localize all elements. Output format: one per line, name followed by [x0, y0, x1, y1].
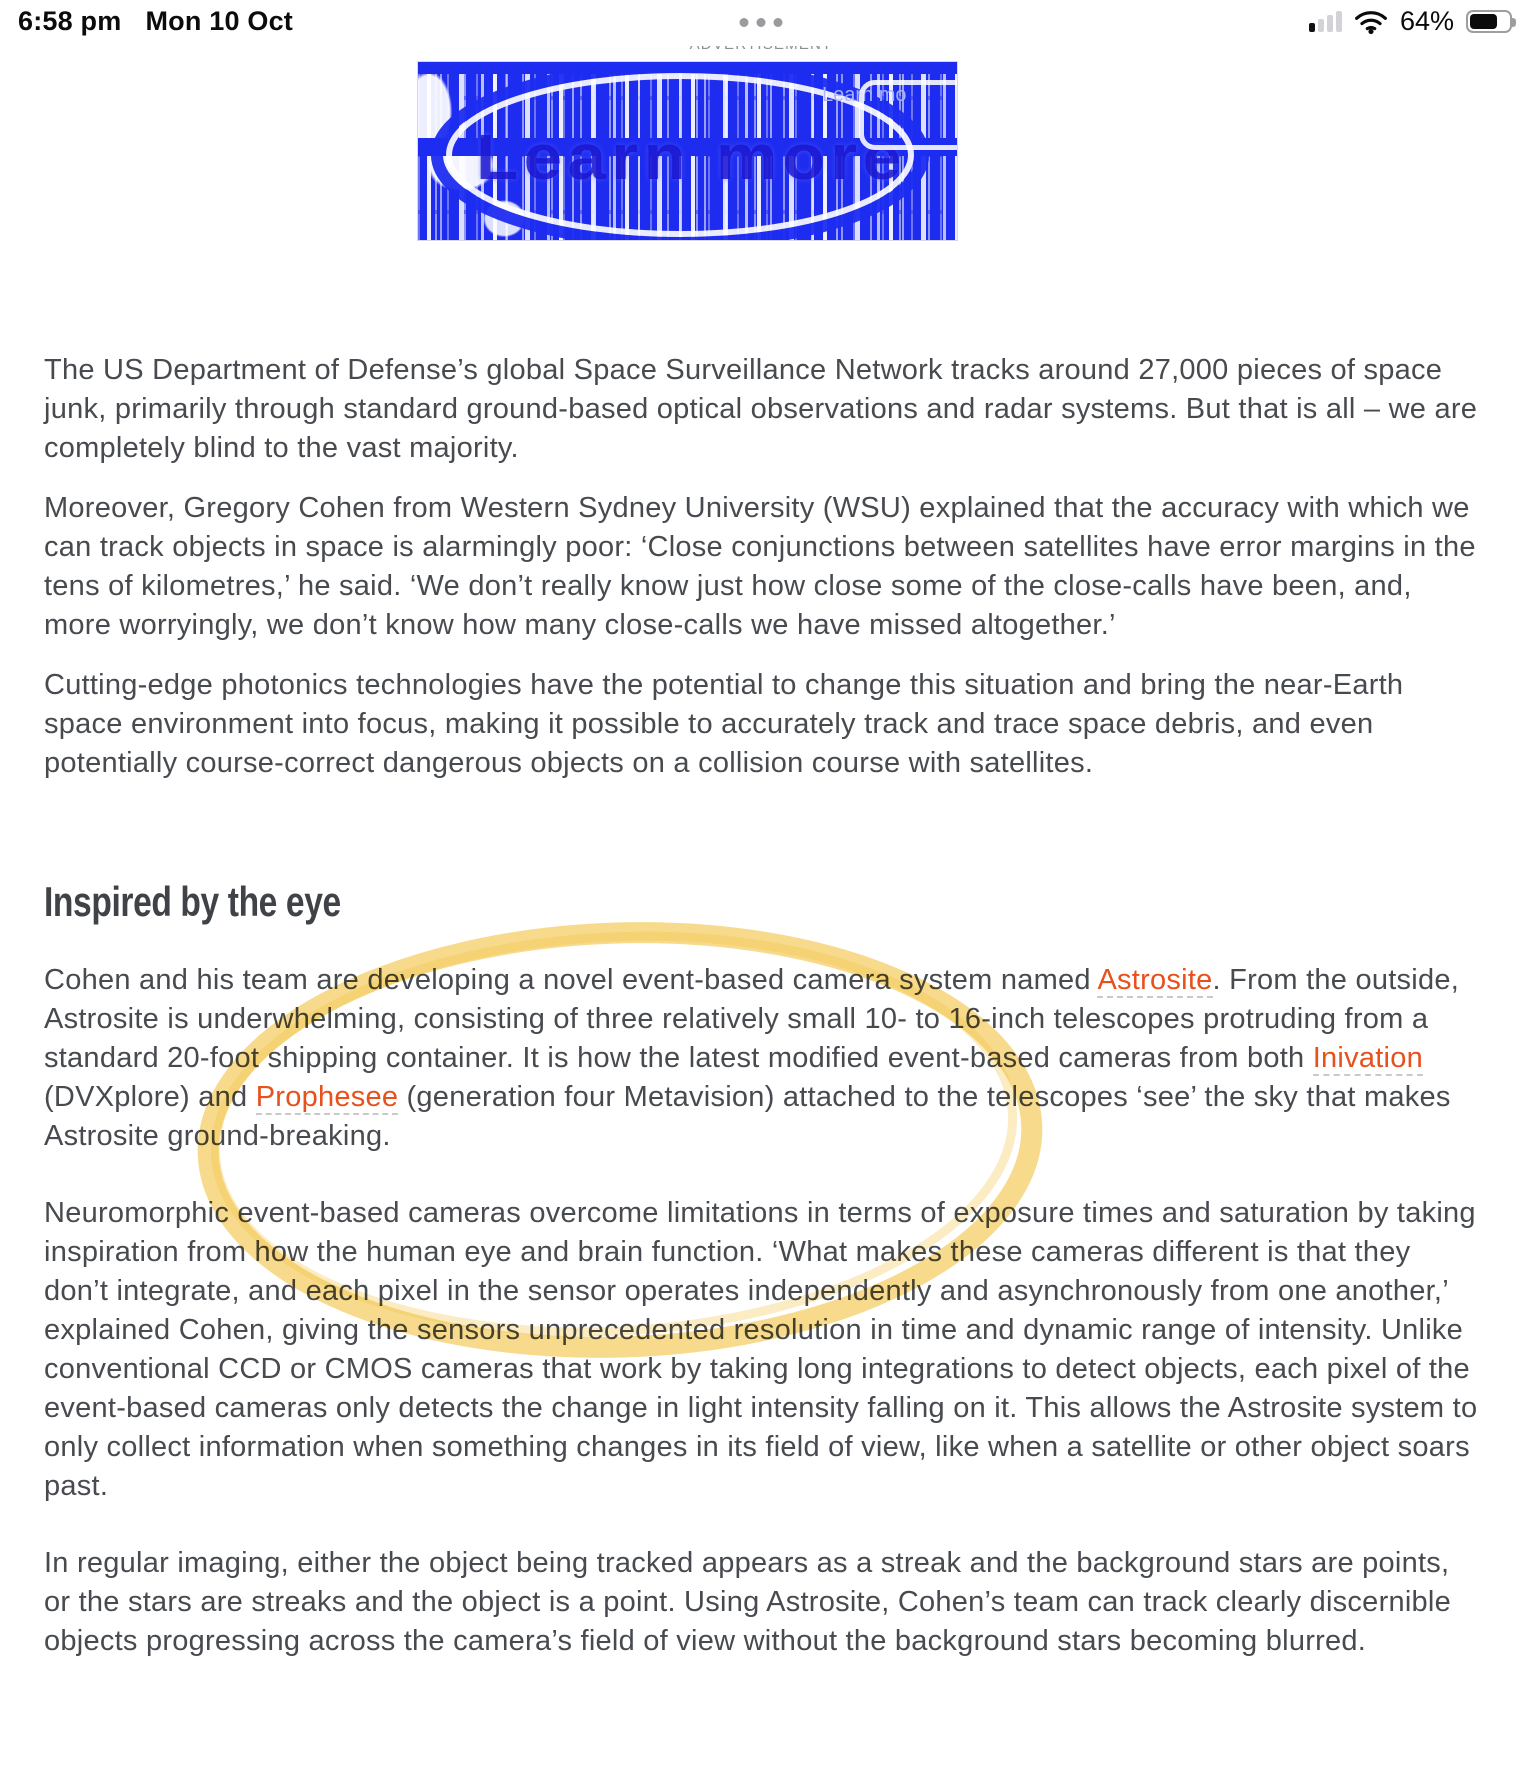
inline-link[interactable]: Prophesee: [255, 1081, 399, 1113]
wifi-icon: [1354, 9, 1388, 35]
paragraph: [44, 961, 1478, 1156]
paragraph-text: (DVXplore) and: [44, 1081, 256, 1113]
paragraph-text: In regular imaging, either the object being tracked appears as a streak and the background stars are points, or the stars are streaks and the object is a point. Using Astrosite, Cohen’s team can track clearly discernible objects progressing across the camera’s field of view without the background stars becoming blurred.: [44, 1547, 1451, 1657]
status-left: [18, 6, 293, 37]
dot-icon: [774, 18, 783, 27]
clock: 6:58 pm: [18, 6, 122, 36]
paragraph: [44, 1194, 1478, 1506]
dot-icon: [757, 18, 766, 27]
paragraph: [44, 1544, 1478, 1661]
multitask-dots-handle[interactable]: [740, 18, 783, 27]
paragraph-text: . From the outside, Astrosite is underwhelming, consisting of three relatively small 10- to 16-inch telescopes protruding from a standard 20-foot shipping container. It is how the latest modified event-based cameras from both: [44, 964, 1460, 1074]
section-heading: Inspired by the eye: [44, 878, 341, 925]
paragraph-text: Neuromorphic event-based cameras overcome limitations in terms of exposure times and saturation by taking inspiration from how the human eye and brain function. ‘What makes these cameras different is that they don’t integrate, and each pixel in the sensor operates independently and asynchronously from one another,’ explained Cohen, giving the sensors unprecedented resolution in time and dynamic range of intensity. Unlike conventional CCD or CMOS cameras that work by taking long integrations to detect objects, each pixel of the event-based cameras only detects the change in light intensity falling on it. This allows the Astrosite system to only collect information when something changes in its field of view, like when a satellite or other object soars past.: [44, 1197, 1478, 1502]
paragraph-text: The US Department of Defense’s global Space Surveillance Network tracks around 27,000 pieces of space junk, primarily through standard ground-based optical observations and radar systems. But that is all – we are completely blind to the vast majority.: [44, 354, 1478, 464]
paragraph-text: (generation four Metavision) attached to the telescopes ‘see’ the sky that makes Astrosite ground-breaking.: [44, 1081, 1451, 1152]
paragraph: [44, 351, 1478, 468]
paragraph-text: Moreover, Gregory Cohen from Western Sydney University (WSU) explained that the accuracy with which we can track objects in space is alarmingly poor: ‘Close conjunctions between satellites have error margins in the tens of kilometres,’ he said. ‘We don’t really know just how close some of the close-calls have been, and, more worryingly, we don’t know how many close-calls we have missed altogether.’: [44, 492, 1476, 641]
dot-icon: [740, 18, 749, 27]
inline-link[interactable]: Inivation: [1312, 1042, 1423, 1074]
cellular-signal-icon: [1309, 10, 1342, 34]
date: Mon 10 Oct: [145, 6, 293, 36]
ad-learn-more-text[interactable]: Learn more: [476, 121, 907, 193]
status-right: [1309, 6, 1512, 37]
inline-link[interactable]: Astrosite: [1097, 964, 1213, 996]
article-body: [44, 0, 1478, 1682]
paragraph-text: Cohen and his team are developing a novel event-based camera system named: [44, 964, 1098, 996]
battery-icon: [1466, 10, 1512, 33]
battery-percent: 64%: [1399, 6, 1454, 36]
paragraph-text: Cutting-edge photonics technologies have the potential to change this situation and bring the near-Earth space environment into focus, making it possible to accurately track and trace space debris, and even potentially course-correct dangerous objects on a collision course with satellites.: [44, 669, 1404, 779]
paragraph: [44, 489, 1478, 645]
ad-learn-more-small-text: Learn mo: [822, 84, 907, 106]
paragraph: [44, 666, 1478, 783]
status-bar: [0, 0, 1522, 46]
